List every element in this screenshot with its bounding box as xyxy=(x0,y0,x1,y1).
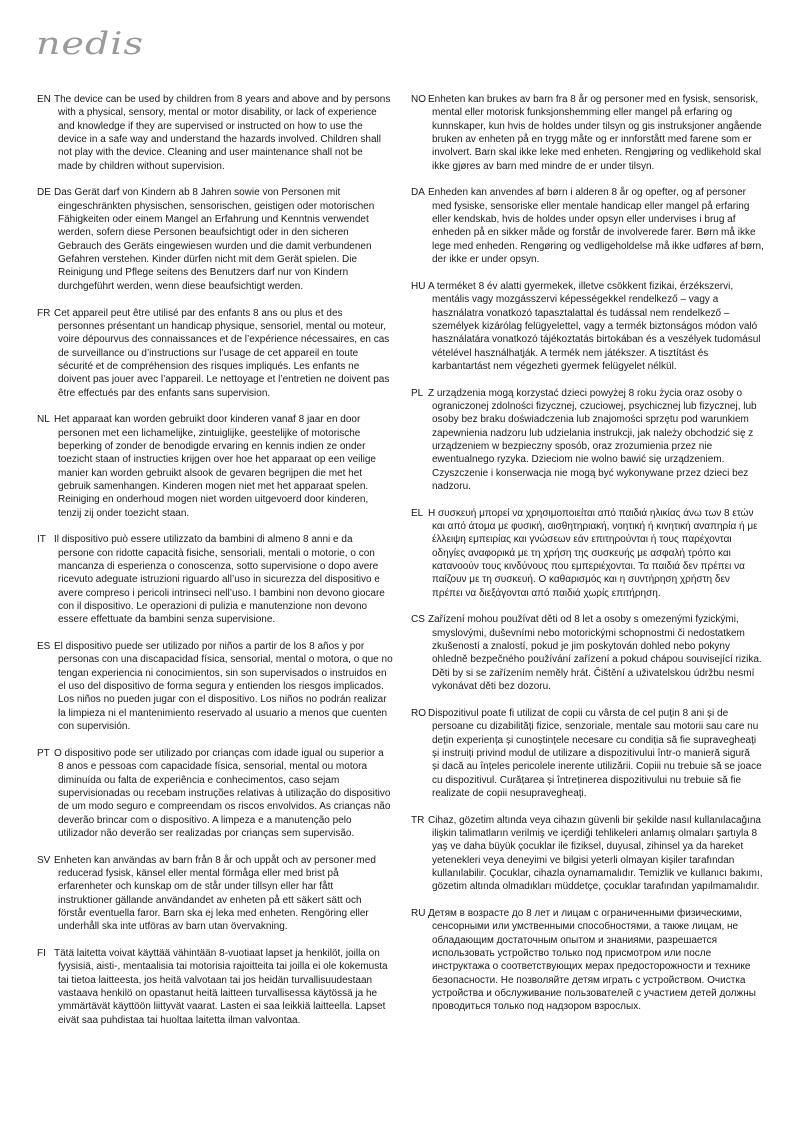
text-line: Enheten kan brukes av barn fra 8 år og personer med en fysisk, sensorisk, xyxy=(428,94,759,105)
text-line: con il dispositivo. Le operazioni di pulizia e manutenzione non devono xyxy=(58,601,368,613)
text-line: ewentualnego ryzyka. Dzieciom nie wolno bawić się urządzeniem. xyxy=(432,454,725,466)
text-line: essere effettuate da bambini senza supervisione. xyxy=(58,614,276,626)
text-line: personen met een lichamelijke, zintuiglijke, geestelijke of motorische xyxy=(58,427,361,439)
text-line: безопасности. Не позволяйте детям играть с устройством. Очистка xyxy=(432,974,746,986)
text-line: el uso del dispositivo de forma segura y entienden los riesgos implicados. xyxy=(58,681,384,693)
language-code: ES xyxy=(37,641,51,653)
text-line: Czyszczenie i konserwacja nie mogą być wykonywane przez dzieci bez xyxy=(432,467,749,479)
text-line: ilişkin talimatların verilmiş ve içerdiği tehlikeleri anlamış olmaları şartıyla 8 xyxy=(432,827,758,839)
text-line: cu dispozitivul. Curățarea și întreținerea dispozitivului nu trebuie să fie xyxy=(432,774,742,786)
text-line: használatra vonatkozó tapasztalattal és tudással nem rendelkező – xyxy=(432,307,730,319)
language-section-it xyxy=(37,533,407,626)
text-line: Das Gerät darf von Kindern ab 8 Jahren sowie von Personen mit xyxy=(54,187,341,199)
language-section-ru xyxy=(411,907,781,1014)
text-line: πρέπει να διεξάγονται από παιδιά χωρίς επιτήρηση. xyxy=(432,587,661,599)
text-line: Tätä laitetta voivat käyttää vähintään 8-vuotiaat lapset ja henkilöt, joilla on xyxy=(54,948,380,959)
text-line: παίζουν με τη συσκευή. Ο καθαρισμός και η συντήρηση χρήστη δεν xyxy=(432,574,730,586)
language-section-hu xyxy=(411,280,781,373)
language-code: TR xyxy=(411,814,425,826)
language-section-no xyxy=(411,93,781,173)
text-line: Reinigung und Pflege seitens des Benutzers darf nur von Kindern xyxy=(58,267,349,279)
section-text xyxy=(37,413,407,520)
text-line: not play with the device. Cleaning and user maintenance shall not be xyxy=(58,147,363,159)
text-line: mentális vagy mozgásszervi képességekkel rendelkező – vagy a xyxy=(432,294,719,306)
text-line: A terméket 8 év alatti gyermekek, illetve csökkent fizikai, érzékszervi, xyxy=(428,280,734,292)
text-line: ymmärtävät käyttöön liittyvät vaarat. Lasten ei saa leikkiä laitteella. Lapset xyxy=(58,1001,386,1013)
text-line: Z urządzenia mogą korzystać dzieci powyżej 8 roku życia oraz osoby o xyxy=(428,387,743,399)
language-section-el xyxy=(411,507,781,600)
language-code: DA xyxy=(411,187,425,199)
text-line: έλλειψη εμπειρίας και γνώσεων εάν επιτηρούνται ή τους παρέχονται xyxy=(432,534,732,546)
language-code: FR xyxy=(37,307,51,319)
section-text xyxy=(37,533,407,626)
section-text xyxy=(37,747,407,840)
text-line: vételével használhatják. A termék nem játékszer. A tisztítást és xyxy=(432,347,709,359)
text-line: kunnskaper, kun hvis de holdes under tilsyn og gis instruksjoner angående xyxy=(432,120,762,132)
text-line: mental eller motorisk funksjonshemming eller mangel på erfaring og xyxy=(432,107,733,119)
text-line: beperking of zonder de benodigde ervaring en kennis indien ze onder xyxy=(58,440,366,452)
language-section-es xyxy=(37,640,407,733)
text-line: doivent pas jouer avec l’appareil. Le nettoyage et l’entretien ne doivent pas xyxy=(58,374,390,386)
text-line: personnes présentant un handicap physique, sensoriel, mental ou moteur, xyxy=(58,320,386,332)
text-line: Enheden kan anvendes af børn i alderen 8 år og opefter, og af personer xyxy=(428,187,746,199)
text-line: tenzij zij onder toezicht staan. xyxy=(58,507,190,519)
text-line: with a physical, sensory, mental or motor disability, or lack of experience xyxy=(58,107,377,119)
text-line: and knowledge if they are supervised or instructed on how to use the xyxy=(58,120,363,132)
language-code: IT xyxy=(37,534,46,546)
text-line: utilizador não deverão ser realizadas por crianças sem supervisão. xyxy=(58,827,355,839)
text-line: underhåll ska inte utföras av barn utan övervakning. xyxy=(58,921,288,933)
text-line: bruken av enheten på en trygg måte og er innforstått med farene som er xyxy=(432,134,752,146)
language-code: SV xyxy=(37,854,51,866)
section-text xyxy=(411,93,781,173)
language-section-fi xyxy=(37,947,407,1027)
text-line: kullanılabilir. Çocuklar, cihazla oynamamalıdır. Temizlik ve kullanıcı bakımı, xyxy=(432,867,763,879)
section-text xyxy=(37,93,407,173)
text-line: Het apparaat kan worden gebruikt door kinderen vanaf 8 jaar en door xyxy=(54,414,361,426)
text-line: Gebrauch des Geräts eingewiesen wurden und die damit verbundenen xyxy=(58,240,372,252)
text-line: gözetim altında olmadıkları müddetçe, çocuklar tarafından yapılmamalıdır. xyxy=(432,881,760,893)
section-text xyxy=(411,280,781,373)
language-code: EN xyxy=(37,94,51,105)
text-line: werden, sofern diese Personen beaufsichtigt oder in den sicheren xyxy=(58,227,349,239)
language-section-ro xyxy=(411,707,781,800)
text-line: The device can be used by children from 8 years and above and by persons xyxy=(54,94,391,105)
text-line: Cet appareil peut être utilisé par des enfants 8 ans ou plus et des xyxy=(54,307,343,319)
language-code: RU xyxy=(411,907,426,919)
text-line: Dispozitivul poate fi utilizat de copii cu vârsta de cel puțin 8 ani și de xyxy=(428,707,729,719)
text-line: erfarenheter och kunskap om de står under tillsyn eller har fått xyxy=(58,881,334,893)
text-line: Il dispositivo può essere utilizzato da bambini di almeno 8 anni e da xyxy=(54,534,353,546)
left-column xyxy=(37,93,407,1040)
language-section-nl xyxy=(37,413,407,520)
language-code: PT xyxy=(37,747,50,759)
text-line: Reiniging en onderhoud mogen niet worden uitgevoerd door kinderen, xyxy=(58,494,369,506)
text-line: être effectués par des enfants sans supervision. xyxy=(58,387,271,399)
section-text xyxy=(37,186,407,293)
text-line: tengan experiencia ni conocimientos, sin son supervisados o instruidos en xyxy=(58,667,387,679)
text-line: med fysiske, sensoriske eller mentale handicap eller mangel på erfaring xyxy=(432,200,750,212)
language-code: CS xyxy=(411,614,425,626)
text-line: manier kan worden gebruikt alsook de gevaren begrijpen die met het xyxy=(58,467,363,479)
text-line: gebruik samenhangen. Kinderen mogen niet met het apparaat spelen. xyxy=(58,480,369,492)
section-text xyxy=(37,307,407,400)
text-line: made by children without supervision. xyxy=(58,160,225,172)
language-code: NO xyxy=(411,94,426,105)
language-code: RO xyxy=(411,707,426,719)
language-section-de xyxy=(37,186,407,293)
text-line: voire dépourvus des connaissances et de l’expérience nécessaires, en cas xyxy=(58,334,390,346)
text-line: Fähigkeiten oder einem Mangel an Erfahrung und Kenntnis verwendet xyxy=(58,214,369,226)
language-section-da xyxy=(411,186,781,266)
text-line: și instruiți privind modul de utilizare a dispozitivului într-o manieră sigură xyxy=(432,747,750,759)
text-line: persone con ridotte capacità fisiche, sensoriali, mentali o motorie, o con xyxy=(58,547,375,559)
text-line: persoane cu dizabilități fizice, senzoriale, mentale sau motorii sau care nu xyxy=(432,721,759,733)
text-line: durchgeführt werden, wenn diese beaufsichtigt werden. xyxy=(58,280,304,292)
right-column xyxy=(411,93,781,1027)
text-line: fyysisiä, aisti-, mentaalisia tai motorisia rajoitteita tai joilla ei ole kokemusta xyxy=(58,961,388,973)
section-text xyxy=(37,947,407,1027)
text-line: использовать устройство только под присмотром или после xyxy=(432,948,712,959)
text-line: de um modo seguro e compreendam os riscos envolvidos. As crianças não xyxy=(58,801,391,813)
text-line: Детям в возрасте до 8 лет и лицам с ограниченными физическими, xyxy=(428,907,742,919)
text-line: eller kendskab, hvis de holdes under opsyn eller undervises i brug af xyxy=(432,214,736,226)
section-text xyxy=(411,507,781,600)
text-line: lege med enheden. Rengøring og vedligeholdelse må ikke udføres af børn, xyxy=(432,240,764,252)
section-text xyxy=(411,907,781,1014)
text-line: Η συσκευή μπορεί να χρησιμοποιείται από παιδιά ηλικίας άνω των 8 ετών xyxy=(428,507,754,519)
text-line: проводиться только под надзором взрослых. xyxy=(432,1001,641,1013)
section-text xyxy=(37,640,407,733)
text-line: eingeschränkten physischen, sensorischen, geistigen oder motorischen xyxy=(58,200,375,212)
language-code: PL xyxy=(411,387,424,399)
section-text xyxy=(411,814,781,894)
text-line: Zařízení mohou používat děti od 8 let a osoby s omezenými fyzickými, xyxy=(428,614,739,626)
text-line: instruktioner gällande användandet av enheten på ett säkert sätt och xyxy=(58,894,362,906)
text-line: vykonávat děti bez dozoru. xyxy=(432,681,551,693)
text-line: karbantartást nem végezheti gyermek felügyelet nélkül. xyxy=(432,360,677,372)
language-section-pt xyxy=(37,747,407,840)
language-code: NL xyxy=(37,414,50,426)
text-line: supervisionadas ou recebam instruções relativas à utilização do dispositivo xyxy=(58,787,391,799)
section-text xyxy=(37,854,407,934)
language-section-pl xyxy=(411,387,781,494)
text-line: обладающим достаточным опытом и знаниями, разрешается xyxy=(432,934,718,946)
language-code: HU xyxy=(411,280,426,292)
text-line: device in a safe way and understand the hazards involved. Children shall xyxy=(58,134,381,146)
text-line: устройства и обслуживание пользователей с участием детей должны xyxy=(432,988,756,1000)
text-line: Enheten kan användas av barn från 8 år och uppåt och av personer med xyxy=(54,854,376,866)
text-line: sécurité et de compréhension des risques impliqués. Les enfants ne xyxy=(58,360,360,372)
text-line: personas con una discapacidad física, sensorial, mental o motora, o que no xyxy=(58,654,393,666)
text-line: toezicht staan of instructies krijgen over hoe het apparaat op een veilige xyxy=(58,454,376,466)
text-line: dețin experiența și cunoștințele necesare cu condiția să fie supravegheați xyxy=(432,734,757,746)
text-line: der ikke er under opsyn. xyxy=(432,254,540,266)
language-code: EL xyxy=(411,507,424,519)
text-line: ikke gjøres av barn med mindre de er under tilsyn. xyxy=(432,160,655,172)
text-line: zkušeností a znalostí, pokud je jim poskytován dohled nebo pokyny xyxy=(432,641,730,653)
text-line: οδηγίες αναφορικά με τη χρήση της συσκευής με ασφαλή τρόπο και xyxy=(432,547,731,559)
text-line: smyslovými, duševními nebo motorickými schopnostmi či nedostatkem xyxy=(432,627,745,639)
text-line: urządzeniem w bezpieczny sposób, oraz zrozumienia przez nie xyxy=(432,440,713,452)
nedis-logo: nedis xyxy=(36,26,144,62)
text-line: Gefahren verstehen. Kinder dürfen nicht mit dem Gerät spielen. Die xyxy=(58,254,358,266)
text-line: și dacă au înțeles pericolele inerente utilizării. Copiii nu trebuie să se joace xyxy=(432,761,762,773)
text-line: avere compreso i pericoli intrinseci nell’uso. I bambini non devono giocare xyxy=(58,587,385,599)
language-code: DE xyxy=(37,187,51,199)
text-line: και από άτομα με φυσική, αισθητηριακή, νοητική ή κινητική αναπηρία ή με xyxy=(432,521,758,532)
text-line: ricevuto adeguate istruzioni riguardo all’uso in sicurezza del dispositivo e xyxy=(58,574,380,586)
section-text xyxy=(411,613,781,693)
section-text xyxy=(411,707,781,800)
text-line: yetenekleri veya deneyimi ve bilgisi yeterli olmayan kişiler tarafından xyxy=(432,854,735,866)
section-text xyxy=(411,387,781,494)
text-line: сенсорными или умственными способностями, а также лицам, не xyxy=(432,921,739,933)
text-line: O dispositivo pode ser utilizado por crianças com idade igual ou superior a xyxy=(54,747,384,759)
text-line: osoby bez braku doświadczenia lub znajomości sprzętu pod warunkiem xyxy=(432,414,749,426)
text-line: deverão brincar com o dispositivo. A limpeza e a manutenção pelo xyxy=(58,814,352,826)
text-line: de surveillance ou d’instructions sur l’usage de cet appareil en toute xyxy=(58,347,359,359)
text-line: Cihaz, gözetim altında veya cihazın güvenli bir şekilde nasıl kullanılacağına xyxy=(428,814,761,826)
text-line: инструктажа о соответствующих мерах предосторожности и технике xyxy=(432,961,751,973)
text-line: reducerad fysisk, känsel eller mental förmåga eller med brist på xyxy=(58,867,339,879)
language-section-fr xyxy=(37,307,407,400)
section-text xyxy=(411,186,781,266)
text-line: 8 anos e pessoas com capacidade física, sensorial, mental ou motora xyxy=(58,761,368,773)
text-line: nadzoru. xyxy=(432,480,471,492)
language-section-en xyxy=(37,93,407,173)
text-line: la limpieza ni el mantenimiento reservado al usuario a menos que cuenten xyxy=(58,707,388,719)
text-line: realizate de copii nesupravegheați. xyxy=(432,787,587,799)
language-section-sv xyxy=(37,854,407,934)
text-line: mancanza di esperienza o conoscenza, sotto supervisione o dopo avere xyxy=(58,561,379,573)
text-line: Los niños no pueden jugar con el dispositivo. Los niños no podrán realizar xyxy=(58,694,387,706)
text-line: förstår eventuella faror. Barn ska ej leka med enheten. Rengöring eller xyxy=(58,907,369,919)
text-line: tai tietoa laitteesta, jos heitä valvotaan tai jos heidän turvallisuudestaan xyxy=(58,974,373,986)
language-section-cs xyxy=(411,613,781,693)
text-line: diminuída ou falta de experiência e conhecimentos, caso sejam xyxy=(58,774,340,786)
text-line: ograniczonej zdolności fizycznej, czuciowej, psychicznej lub fizycznej, lub xyxy=(432,400,757,412)
text-line: enheden på en sikker måde og forstår de involverede farer. Børn må ikke xyxy=(432,227,756,239)
text-line: személyek kizárólag felügyelettel, vagy a termék biztonságos módon való xyxy=(432,320,758,332)
text-line: κατανοούν τους κινδύνους που εμπεριέχονται. Τα παιδιά δεν πρέπει να xyxy=(432,561,745,573)
text-line: ohledně bezpečného používání zařízení a pokud chápou související rizika. xyxy=(432,654,762,666)
text-line: zapewnienia nadzoru lub udzielania instrukcji, jak należy obchodzić się z xyxy=(432,427,754,439)
text-line: yaş ve daha büyük çocuklar ile fiziksel, duyusal, zihinsel ya da hareket xyxy=(432,841,744,853)
text-line: Děti by si se zařízením neměly hrát. Čištění a uživatelskou údržbu nesmí xyxy=(432,667,755,679)
text-line: vastaava henkilö on opastanut heitä laitteen turvallisessa käytössä ja he xyxy=(58,988,378,1000)
text-line: El dispositivo puede ser utilizado por niños a partir de los 8 años y por xyxy=(54,641,365,653)
text-line: használatára vonatkozó tájékoztatás birtokában és a veszélyek tudomásul xyxy=(432,334,761,346)
language-section-tr xyxy=(411,814,781,894)
text-line: con supervisión. xyxy=(58,721,131,733)
text-line: eivät saa puhdistaa tai huoltaa laitetta ilman valvontaa. xyxy=(58,1014,301,1026)
language-code: FI xyxy=(37,948,46,959)
text-line: involvert. Barn skal ikke leke med enheten. Rengjøring og vedlikehold skal xyxy=(432,147,762,159)
